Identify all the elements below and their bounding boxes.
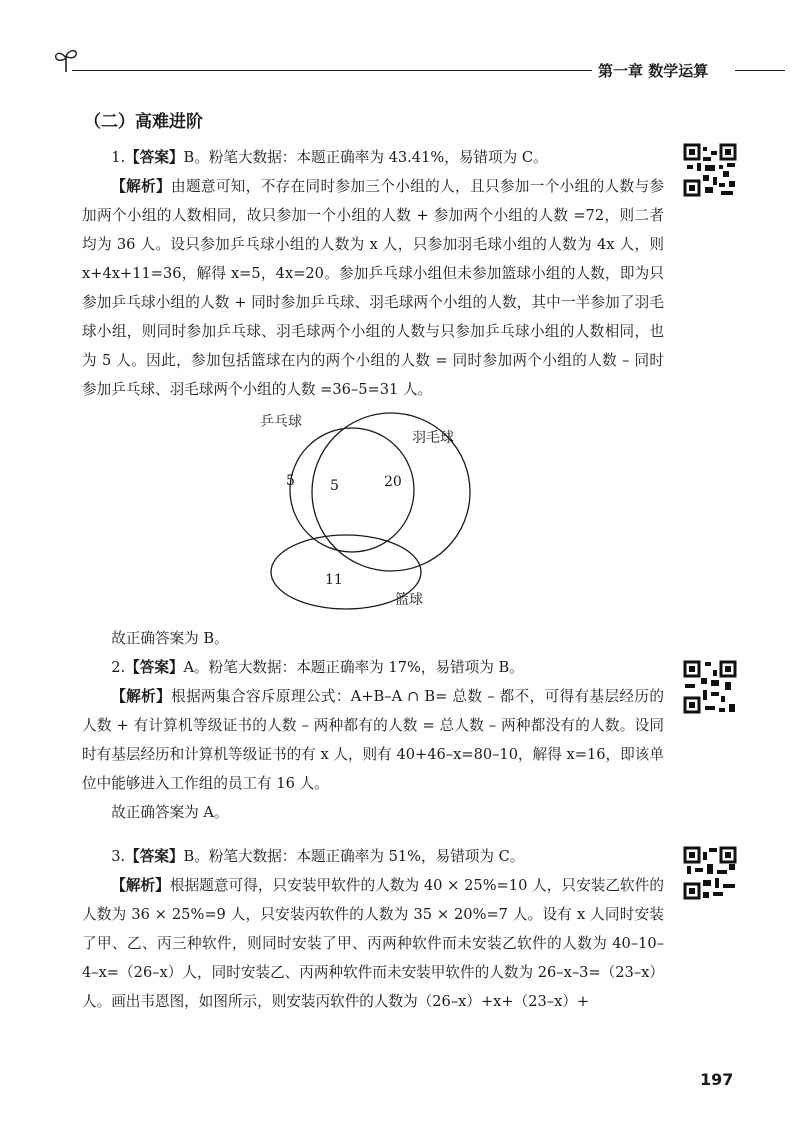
venn-value-badminton-only: 20 xyxy=(384,474,402,490)
q1-conclusion: 故正确答案为 B。 xyxy=(111,630,229,647)
q1-answer: 1.【答案】B。粉笔大数据：本题正确率为 43.41%，易错项为 C。 xyxy=(111,149,548,166)
q2-analysis: 【解析】根据两集合容斥原理公式：A+B–A ∩ B= 总数 – 都不，可得有基层经历的人数 + 有计算机等级证书的人数 – 两种都有的人数 = 总人数 – 两种都没有的人数。设同时有基层经历和计算机等级证书的有 x 人，则有 40+46–x=80–10，解得 x=16，即该单位中能够进入工作组的员工有 16 人。 xyxy=(82,688,664,792)
q2-conclusion: 故正确答案为 A。 xyxy=(111,804,229,821)
q3-answer: 3.【答案】B。粉笔大数据：本题正确率为 51%，易错项为 C。 xyxy=(111,848,525,865)
q3-analysis: 【解析】根据题意可得，只安装甲软件的人数为 40 × 25%=10 人，只安装乙软件的人数为 36 × 25%=9 人，只安装丙软件的人数为 35 × 20%=7 人。设有 x 人同时安装了甲、乙、丙三种软件，则同时安装了甲、丙两种软件而未安装乙软件的人数为 40–10–4–x=（26–x）人，同时安装乙、丙两种软件而未安装甲软件的人数为 26–x–3=（23–x）人。画出韦恩图，如图所示，则安装丙软件的人数为（26–x）+x+（23–x）+ xyxy=(82,877,664,1010)
venn-label-basketball: 篮球 xyxy=(395,592,423,608)
q1-block xyxy=(82,143,664,404)
q3-block xyxy=(82,842,664,1016)
q1-conclusion-block xyxy=(82,624,664,653)
chapter-title: 第一章 数学运算 xyxy=(598,62,709,80)
venn-diagram xyxy=(250,412,490,612)
qr-code-icon xyxy=(683,660,737,714)
venn-label-badminton: 羽毛球 xyxy=(412,430,454,446)
section-title: （二）高难进阶 xyxy=(84,112,203,132)
venn-label-pingpong: 乒乓球 xyxy=(260,414,302,430)
analysis-tag: 【解析】 xyxy=(111,877,170,894)
answer-tag: 【答案】 xyxy=(125,848,184,865)
q2-answer: 2.【答案】A。粉笔大数据：本题正确率为 17%，易错项为 B。 xyxy=(111,659,524,676)
qr-code-icon xyxy=(683,143,737,197)
answer-tag: 【答案】 xyxy=(125,659,184,676)
venn-value-pingpong-only: 5 xyxy=(286,473,295,489)
answer-tag: 【答案】 xyxy=(125,149,184,166)
venn-value-pingpong-badminton: 5 xyxy=(330,478,339,494)
venn-circle-pingpong xyxy=(290,428,414,552)
analysis-tag: 【解析】 xyxy=(111,178,171,195)
header-rule xyxy=(72,70,592,71)
header-rule-end xyxy=(735,70,785,71)
q1-analysis: 【解析】由题意可知，不存在同时参加三个小组的人，且只参加一个小组的人数与参加两个小组的人数相同，故只参加一个小组的人数 + 参加两个小组的人数 =72，则二者均为 36 人。设只参加乒乓球小组的人数为 x 人，只参加羽毛球小组的人数为 4x 人，则 x+4x+11=36，解得 x=5，4x=20。参加乒乓球小组但未参加篮球小组的人数，即为只参加乒乓球小组的人数 + 同时参加乒乓球、羽毛球两个小组的人数，其中一半参加了羽毛球小组，则同时参加乒乓球、羽毛球两个小组的人数与只参加乒乓球小组的人数相同，也为 5 人。因此，参加包括篮球在内的两个小组的人数 = 同时参加两个小组的人数 – 同时参加乒乓球、羽毛球两个小组的人数 =36–5=31 人。 xyxy=(82,178,664,398)
page-number: 197 xyxy=(700,1070,734,1089)
qr-code-icon xyxy=(683,846,737,900)
analysis-tag: 【解析】 xyxy=(111,688,172,705)
q2-block xyxy=(82,653,664,827)
venn-value-basketball: 11 xyxy=(325,572,343,588)
